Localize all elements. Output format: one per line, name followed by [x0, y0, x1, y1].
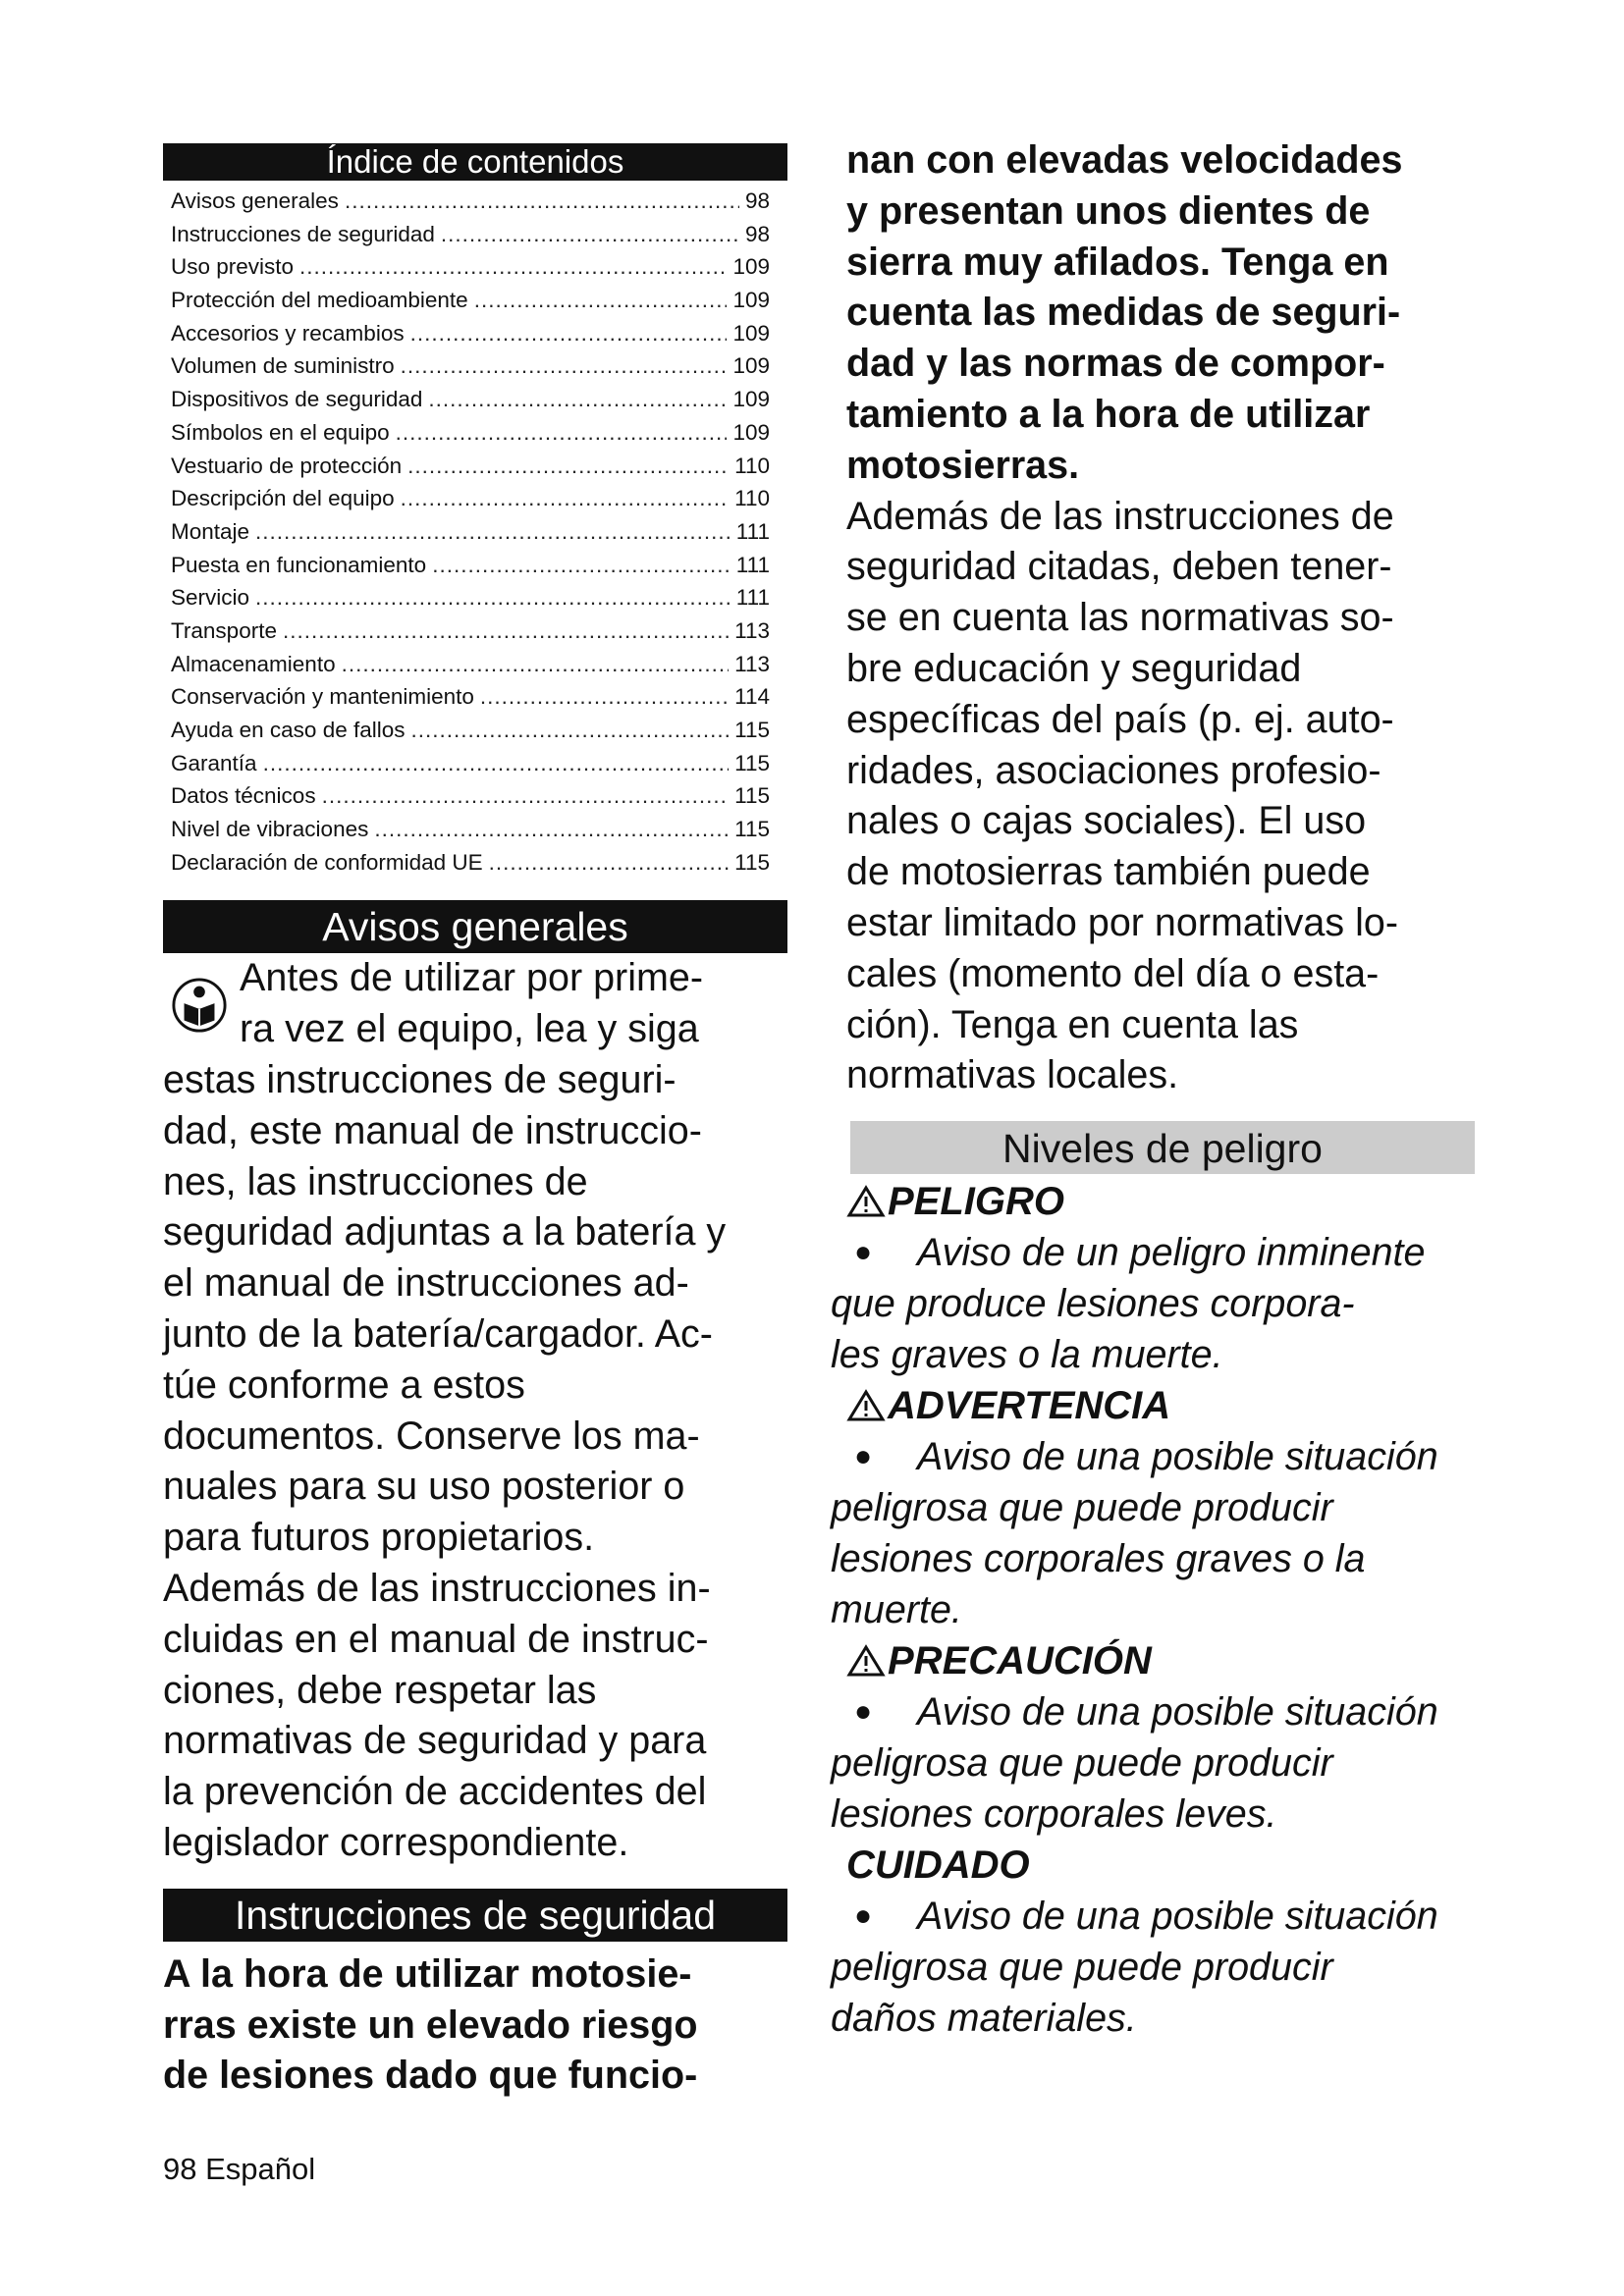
hazard-description	[831, 1227, 1485, 1380]
toc-entry[interactable]	[171, 846, 770, 880]
toc-leader-dots	[263, 747, 730, 780]
toc-entry-title: Accesorios y recambios	[171, 320, 405, 346]
bullet-icon: ●	[854, 1440, 873, 1473]
safety-text-line: ción). Tenga en cuenta las	[846, 1002, 1299, 1046]
general-text	[163, 953, 787, 1868]
hazard-description-line: les graves o la muerte.	[831, 1333, 1223, 1377]
safety-bold-line: y presentan unos dientes de	[846, 188, 1371, 233]
general-text-line: la prevención de accidentes del	[163, 1770, 707, 1814]
toc-entry-page: 115	[734, 718, 770, 742]
toc-entry[interactable]	[171, 250, 770, 284]
hazard-description-line: peligrosa que puede producir	[831, 1946, 1333, 1990]
toc-entry[interactable]	[171, 648, 770, 681]
safety-bold-line: cuenta las medidas de seguri-	[846, 291, 1401, 335]
hazard-description-line: muerte.	[831, 1588, 962, 1632]
toc-entry[interactable]	[171, 349, 770, 383]
toc-entry[interactable]	[171, 482, 770, 515]
toc-entry-title: Uso previsto	[171, 254, 295, 280]
toc-entry[interactable]	[171, 218, 770, 251]
toc-entry-title: Datos técnicos	[171, 783, 316, 809]
toc-entry-page: 110	[734, 486, 770, 511]
safety-bold-text-right	[846, 135, 1485, 492]
toc-entry-title: Declaración de conformidad UE	[171, 849, 483, 875]
toc-entry[interactable]	[171, 185, 770, 218]
hazard-level-name: ADVERTENCIA	[888, 1384, 1171, 1428]
safety-text-line: cales (momento del día o esta-	[846, 951, 1380, 995]
safety-bold-line: nan con elevadas velocidades	[846, 138, 1403, 182]
toc-leader-dots	[322, 779, 730, 813]
toc-leader-dots	[407, 450, 729, 483]
toc-entry-page: 98	[744, 188, 770, 213]
hazard-level-label	[846, 1635, 1485, 1686]
toc-entry-title: Almacenamiento	[171, 651, 336, 676]
general-text-line: para futuros propietarios.	[163, 1516, 595, 1560]
toc-entry-title: Nivel de vibraciones	[171, 817, 369, 842]
toc-entry-page: 111	[735, 585, 770, 611]
hazard-description-line: peligrosa que puede producir	[831, 1741, 1333, 1786]
toc-entry-page: 115	[734, 783, 770, 809]
hazard-heading: Niveles de peligro	[850, 1121, 1475, 1174]
right-column	[831, 135, 1485, 2044]
toc-leader-dots	[255, 581, 731, 614]
hazard-description-line: Aviso de una posible situación	[917, 1895, 1438, 1939]
toc-leader-dots	[396, 416, 728, 450]
hazard-description-line: que produce lesiones corpora-	[831, 1282, 1355, 1326]
read-manual-icon	[171, 977, 228, 1034]
hazard-level-label	[846, 1176, 1485, 1227]
toc-leader-dots	[374, 813, 729, 846]
hazard-description-text	[831, 1891, 1485, 2044]
toc-entry-page: 109	[732, 254, 770, 280]
toc-entry-page: 110	[734, 453, 770, 478]
toc-entry-title: Puesta en funcionamiento	[171, 552, 427, 577]
toc-entry-page: 109	[732, 419, 770, 445]
hazard-level-name: PELIGRO	[888, 1180, 1065, 1224]
toc-entry[interactable]	[171, 614, 770, 648]
safety-bold-line: motosierras.	[846, 443, 1080, 487]
toc-entry[interactable]	[171, 680, 770, 714]
hazard-description-line: Aviso de una posible situación	[917, 1690, 1438, 1735]
toc-entry[interactable]	[171, 383, 770, 416]
toc-entry[interactable]	[171, 284, 770, 317]
toc-leader-dots	[411, 714, 730, 747]
general-text-line: Antes de utilizar por prime-	[240, 956, 703, 1000]
toc-leader-dots	[474, 284, 728, 317]
toc-entry-title: Servicio	[171, 585, 250, 611]
general-text-line: estas instrucciones de seguri-	[163, 1058, 677, 1102]
bullet-icon: ●	[854, 1695, 873, 1729]
hazard-level-name: PRECAUCIÓN	[888, 1639, 1152, 1683]
toc-leader-dots	[489, 846, 729, 880]
toc-leader-dots	[283, 614, 729, 648]
hazard-description-text	[831, 1431, 1485, 1635]
safety-text-line: ridades, asociaciones profesio-	[846, 748, 1381, 792]
toc-entry[interactable]	[171, 581, 770, 614]
hazard-description-text	[831, 1686, 1485, 1840]
toc-leader-dots	[432, 549, 731, 582]
safety-text-line: bre educación y seguridad	[846, 646, 1302, 690]
toc-entry-page: 113	[734, 651, 770, 676]
warning-triangle-icon	[846, 1185, 886, 1218]
page-footer	[163, 2152, 315, 2187]
hazard-description-line: Aviso de una posible situación	[917, 1435, 1438, 1479]
safety-text-line: de motosierras también puede	[846, 850, 1371, 894]
toc-entry[interactable]	[171, 813, 770, 846]
toc-entry-title: Dispositivos de seguridad	[171, 387, 423, 412]
toc-entry-page: 114	[734, 684, 770, 710]
general-heading: Avisos generales	[163, 900, 787, 953]
hazard-level-label	[846, 1840, 1485, 1891]
general-text-line: Además de las instrucciones in-	[163, 1567, 711, 1610]
general-text-line: seguridad adjuntas a la batería y	[163, 1210, 727, 1255]
safety-heading: Instrucciones de seguridad	[163, 1889, 787, 1942]
hazard-description-text	[831, 1227, 1485, 1380]
toc-entry-title: Transporte	[171, 617, 277, 643]
toc-leader-dots	[401, 482, 729, 515]
toc-entry[interactable]	[171, 714, 770, 747]
toc-entry[interactable]	[171, 549, 770, 582]
general-text-line: ra vez el equipo, lea y siga	[240, 1007, 699, 1051]
toc-leader-dots	[299, 250, 727, 284]
safety-text-line: específicas del país (p. ej. auto-	[846, 697, 1394, 741]
safety-bold-line: sierra muy afilados. Tenga en	[846, 240, 1389, 284]
safety-bold-line: rras existe un elevado riesgo	[163, 2002, 698, 2047]
general-text-line: ciones, debe respetar las	[163, 1668, 597, 1712]
general-text-line: dad, este manual de instruccio-	[163, 1108, 702, 1152]
toc-entry-page: 115	[734, 849, 770, 875]
toc-entry-title: Garantía	[171, 750, 257, 775]
general-text-line: túe conforme a estos	[163, 1362, 525, 1407]
toc-entry-page: 115	[734, 750, 770, 775]
general-text-line: documentos. Conserve los ma-	[163, 1414, 700, 1458]
toc-entry-page: 115	[734, 817, 770, 842]
toc-entry-page: 109	[732, 353, 770, 379]
toc-entry[interactable]	[171, 450, 770, 483]
general-text-line: nuales para su uso posterior o	[163, 1465, 685, 1509]
toc-leader-dots	[441, 218, 739, 251]
toc-entry[interactable]	[171, 317, 770, 350]
toc-entry-page: 111	[735, 518, 770, 544]
safety-text-line: se en cuenta las normativas so-	[846, 596, 1394, 640]
safety-bold-line: dad y las normas de compor-	[846, 342, 1385, 386]
safety-bold-line: A la hora de utilizar motosie-	[163, 1951, 692, 1996]
hazard-description	[831, 1686, 1485, 1840]
toc-entry-title: Conservación y mantenimiento	[171, 684, 474, 710]
general-text-line: cluidas en el manual de instruc-	[163, 1617, 709, 1661]
general-text-line: el manual de instrucciones ad-	[163, 1261, 689, 1306]
general-text-line: legislador correspondiente.	[163, 1820, 629, 1864]
hazard-description-line: Aviso de un peligro inminente	[917, 1231, 1426, 1275]
toc-entry[interactable]	[171, 779, 770, 813]
general-text-line: junto de la batería/cargador. Ac-	[163, 1312, 713, 1357]
safety-normal-text	[846, 492, 1485, 1102]
hazard-level-label	[846, 1380, 1485, 1431]
warning-triangle-icon	[846, 1389, 886, 1422]
toc-heading: Índice de contenidos	[163, 143, 787, 181]
toc-entry-page: 113	[734, 617, 770, 643]
toc-entry-page: 109	[732, 387, 770, 412]
toc-entry-page: 109	[732, 288, 770, 313]
safety-bold-line: de lesiones dado que funcio-	[163, 2054, 698, 2098]
hazard-description	[831, 1431, 1485, 1635]
safety-bold-line: tamiento a la hora de utilizar	[846, 392, 1371, 436]
general-notice	[163, 953, 787, 1868]
hazard-level-name: CUIDADO	[846, 1843, 1030, 1888]
hazard-description-line: peligrosa que puede producir	[831, 1486, 1333, 1530]
toc-leader-dots	[255, 515, 731, 549]
toc-entry-title: Protección del medioambiente	[171, 288, 468, 313]
toc-entry-title: Vestuario de protección	[171, 453, 403, 478]
safety-text-line: Además de las instrucciones de	[846, 494, 1394, 538]
toc-leader-dots	[345, 185, 739, 218]
hazard-description-line: lesiones corporales leves.	[831, 1792, 1277, 1837]
hazard-description-line: daños materiales.	[831, 1997, 1137, 2041]
toc-entry-title: Ayuda en caso de fallos	[171, 718, 406, 742]
general-text-line: nes, las instrucciones de	[163, 1159, 588, 1203]
toc-entry-title: Montaje	[171, 518, 250, 544]
toc-entry[interactable]	[171, 416, 770, 450]
toc-leader-dots	[428, 383, 727, 416]
general-text-line: normativas de seguridad y para	[163, 1719, 707, 1763]
toc-entry[interactable]	[171, 747, 770, 780]
safety-text-line: seguridad citadas, deben tener-	[846, 545, 1392, 589]
toc-leader-dots	[480, 680, 729, 714]
toc-leader-dots	[401, 349, 728, 383]
toc-entry-title: Símbolos en el equipo	[171, 419, 390, 445]
toc-entry-title: Volumen de suministro	[171, 353, 395, 379]
toc-leader-dots	[410, 317, 728, 350]
toc-entry-page: 98	[744, 221, 770, 246]
warning-triangle-icon	[846, 1644, 886, 1678]
toc-entry[interactable]	[171, 515, 770, 549]
toc-entry-title: Instrucciones de seguridad	[171, 221, 435, 246]
toc-entry-title: Descripción del equipo	[171, 486, 395, 511]
safety-text-line: nales o cajas sociales). El uso	[846, 799, 1367, 843]
left-column	[163, 143, 787, 2102]
toc-entry-title: Avisos generales	[171, 188, 339, 213]
page-number: 98	[163, 2152, 197, 2186]
bullet-icon: ●	[854, 1236, 873, 1269]
hazard-description-line: lesiones corporales graves o la	[831, 1537, 1366, 1581]
toc-leader-dots	[342, 648, 730, 681]
safety-text-line: estar limitado por normativas lo-	[846, 900, 1398, 944]
hazard-description	[831, 1891, 1485, 2044]
footer-language: Español	[205, 2152, 316, 2186]
safety-text-line: normativas locales.	[846, 1053, 1179, 1097]
toc-entry-page: 109	[732, 320, 770, 346]
bullet-icon: ●	[854, 1899, 873, 1933]
toc-list	[163, 185, 787, 879]
safety-bold-text-left	[163, 1949, 787, 2102]
toc-entry-page: 111	[735, 552, 770, 577]
hazard-levels	[831, 1176, 1485, 2044]
